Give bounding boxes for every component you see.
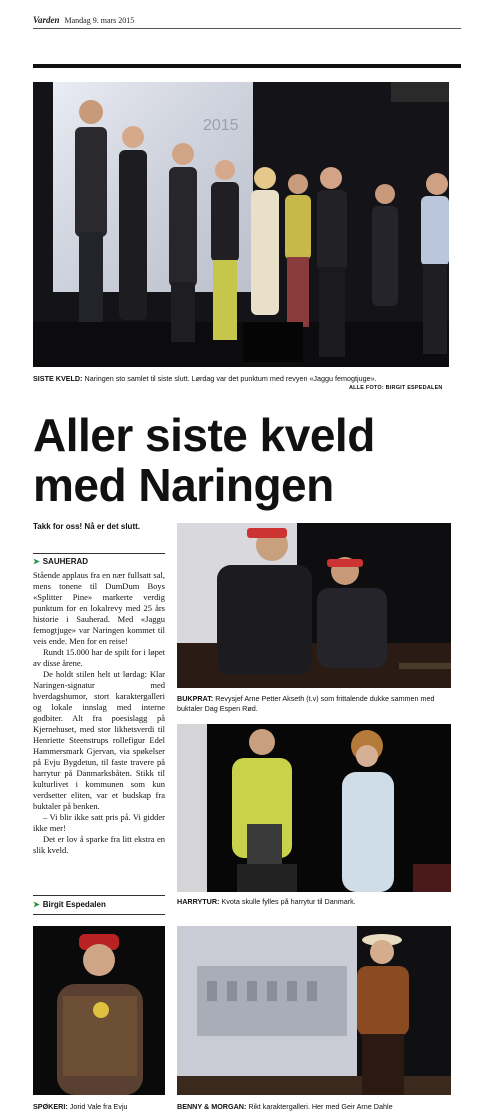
harrytur-caption xyxy=(177,897,453,907)
article-body xyxy=(33,570,165,856)
spokeri-photo xyxy=(33,926,165,1095)
place-rule xyxy=(33,553,165,554)
main-caption-label: SISTE KVELD: xyxy=(33,374,83,383)
bukprat-photo xyxy=(177,523,451,688)
harrytur-label: HARRYTUR: xyxy=(177,897,220,906)
arrow-icon: ➤ xyxy=(33,900,40,909)
place-tag xyxy=(33,557,88,566)
body-paragraph: – Vi blir ikke satt pris på. Vi gidder ikke mer! xyxy=(33,812,165,833)
bukprat-label: BUKPRAT: xyxy=(177,694,214,703)
spokeri-label: SPØKERI: xyxy=(33,1102,68,1111)
author-byline xyxy=(33,900,106,909)
backdrop-year: 2015 xyxy=(203,117,239,134)
masthead-rule xyxy=(33,28,461,29)
body-paragraph: Rundt 15.000 har de spilt for i løpet av disse årene. xyxy=(33,647,165,668)
issue-date: Mandag 9. mars 2015 xyxy=(64,16,135,25)
author-rule xyxy=(33,895,165,896)
author-name: Birgit Espedalen xyxy=(42,900,106,909)
photo-credit: ALLE FOTO: BIRGIT ESPEDALEN xyxy=(349,385,443,391)
benny-text: Rikt karaktergalleri. Her med Geir Arne Dahle xyxy=(248,1102,393,1111)
masthead xyxy=(33,15,134,25)
main-photo-caption xyxy=(33,374,451,384)
benny-photo xyxy=(177,926,451,1095)
section-rule xyxy=(33,64,461,68)
body-paragraph: Stående applaus fra en nær fullsatt sal, mens tonene til DumDum Boys «Splitter Pine» markerte verdig punktum for en lokalrevy med 25 års historie i Sauherad. Med «Jaggu femogtjuge» var Naringen kommet til veis ende. Men for en reise! xyxy=(33,570,165,646)
place-label: SAUHERAD xyxy=(42,557,89,566)
paper-name: Varden xyxy=(33,15,60,25)
spokeri-text: Jorid Vale fra Evju xyxy=(69,1102,128,1111)
harrytur-text: Kvota skulle fylles på harrytur til Danmark. xyxy=(221,897,356,906)
bukprat-caption xyxy=(177,694,453,713)
benny-caption xyxy=(177,1102,453,1112)
body-paragraph: De holdt stilen helt ut lørdag: Klar Naringen-signatur med hverdagshumor, stort karaktergalleri og lokale innslag med interne godbiter. Alt fra poesislagg på Kjernehuset, med stor likhetsverdi til Henriette Steenstrups rollefigur Edel Hammersmark Gjervan, via spøkelser på Evju Bygdetun, til faste travere på harrytur på Danmarksbåten. Stikk til kulturlivet i kommunen som kun verdsetter eliten, var et budskap fra buktaler på benken. xyxy=(33,669,165,811)
spokeri-caption xyxy=(33,1102,167,1112)
harrytur-photo xyxy=(177,724,451,892)
lead-text: Takk for oss! Nå er det slutt. xyxy=(33,522,140,531)
benny-label: BENNY & MORGAN: xyxy=(177,1102,247,1111)
author-rule-bottom xyxy=(33,914,165,915)
main-photo xyxy=(33,82,449,367)
headline: Aller siste kveld med Naringen xyxy=(33,409,375,511)
bukprat-text: Revysjef Arne Petter Akseth (t.v) som frittalende dukke sammen med buktaler Dag Espen Rød. xyxy=(177,694,435,713)
arrow-icon: ➤ xyxy=(33,557,40,566)
body-paragraph: Det er lov å sparke fra litt ekstra en slik kveld. xyxy=(33,834,165,855)
main-caption-text: Naringen sto samlet til siste slutt. Lørdag var det punktum med revyen «Jaggu femogtjuge». xyxy=(84,374,377,383)
